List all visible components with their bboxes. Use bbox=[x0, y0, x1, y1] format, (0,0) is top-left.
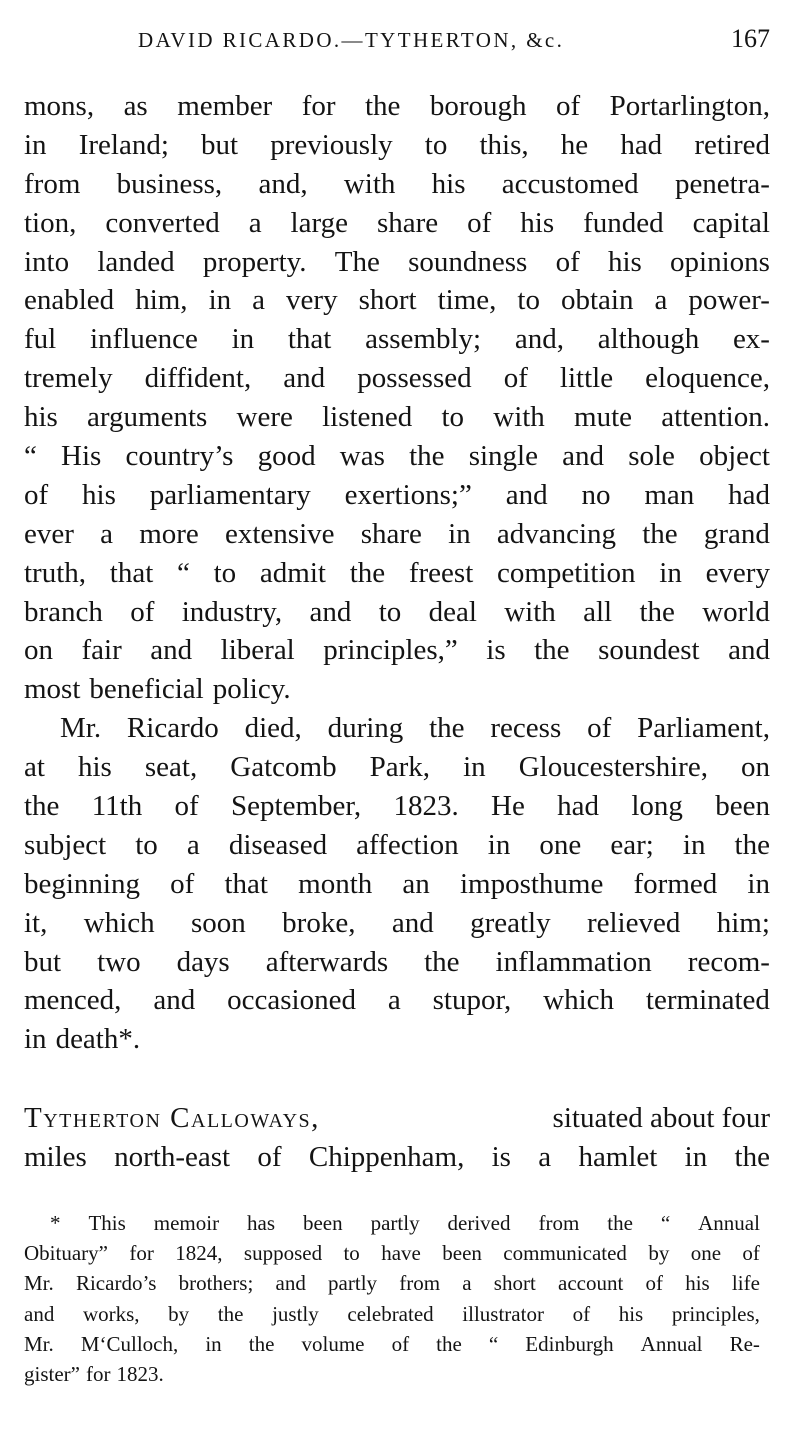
running-head bbox=[110, 26, 770, 56]
text-line: of his parliamentary exertions;” and no man had bbox=[24, 478, 770, 511]
text-line: menced, and occasioned a stupor, which terminated bbox=[24, 984, 770, 1017]
section-second-line: miles north-east of Chippenham, is a hamlet in the bbox=[24, 1141, 770, 1174]
text-line: Mr. Ricardo died, during the recess of Parliament, bbox=[60, 712, 770, 745]
running-title: DAVID RICARDO.—TYTHERTON, &c. bbox=[138, 28, 565, 52]
text-line: branch of industry, and to deal with all the world bbox=[24, 595, 770, 628]
text-line: in Ireland; but previously to this, he had retired bbox=[24, 128, 770, 161]
text-line: ever a more extensive share in advancing the grand bbox=[24, 517, 770, 550]
text-line: ful influence in that assembly; and, although ex- bbox=[24, 323, 770, 356]
text-line: the 11th of September, 1823. He had long been bbox=[24, 790, 770, 823]
text-line: on fair and liberal principles,” is the soundest and bbox=[24, 634, 770, 667]
body-paragraphs bbox=[24, 87, 770, 1059]
text-line: at his seat, Gatcomb Park, in Gloucestershire, on bbox=[24, 751, 770, 784]
text-line: beginning of that month an imposthume formed in bbox=[24, 867, 770, 900]
footnote-line: Mr. M‘Culloch, in the volume of the “ Edinburgh Annual Re- bbox=[24, 1331, 760, 1356]
text-line: in death*. bbox=[24, 1023, 141, 1056]
text-line: into landed property. The soundness of his opinions bbox=[24, 245, 770, 278]
page-number: 167 bbox=[731, 24, 770, 53]
text-line: subject to a diseased affection in one ear; in the bbox=[24, 828, 770, 861]
footnote-line: Obituary” for 1824, supposed to have been communicated by one of bbox=[24, 1241, 760, 1266]
text-line: tion, converted a large share of his funded capital bbox=[24, 206, 770, 239]
body-text bbox=[24, 87, 770, 1177]
text-line: truth, that “ to admit the freest competition in every bbox=[24, 556, 770, 589]
text-line: but two days afterwards the inflammation recom- bbox=[24, 945, 770, 978]
text-line: mons, as member for the borough of Portarlington, bbox=[24, 90, 770, 122]
footnote-line: and works, by the justly celebrated illustrator of his principles, bbox=[24, 1301, 760, 1326]
footnote-line: Mr. Ricardo’s brothers; and partly from a short account of his life bbox=[24, 1271, 760, 1296]
section-first-line bbox=[24, 1099, 770, 1138]
text-line: “ His country’s good was the single and sole object bbox=[24, 440, 770, 473]
text-line: from business, and, with his accustomed penetra- bbox=[24, 167, 770, 200]
text-line: tremely diffident, and possessed of little eloquence, bbox=[24, 362, 770, 395]
footnote bbox=[24, 1208, 760, 1389]
section-line-rest: situated about four bbox=[552, 1102, 770, 1135]
text-line: most beneficial policy. bbox=[24, 673, 291, 706]
text-line: it, which soon broke, and greatly relieved him; bbox=[24, 906, 770, 939]
footnote-line: gister” for 1823. bbox=[24, 1361, 164, 1386]
text-line: his arguments were listened to with mute attention. bbox=[24, 401, 770, 434]
footnote-line: * This memoir has been partly derived from the “ Annual bbox=[50, 1211, 760, 1235]
text-line: enabled him, in a very short time, to obtain a power- bbox=[24, 284, 770, 317]
section-heading: Tytherton Calloways, bbox=[24, 1102, 320, 1135]
